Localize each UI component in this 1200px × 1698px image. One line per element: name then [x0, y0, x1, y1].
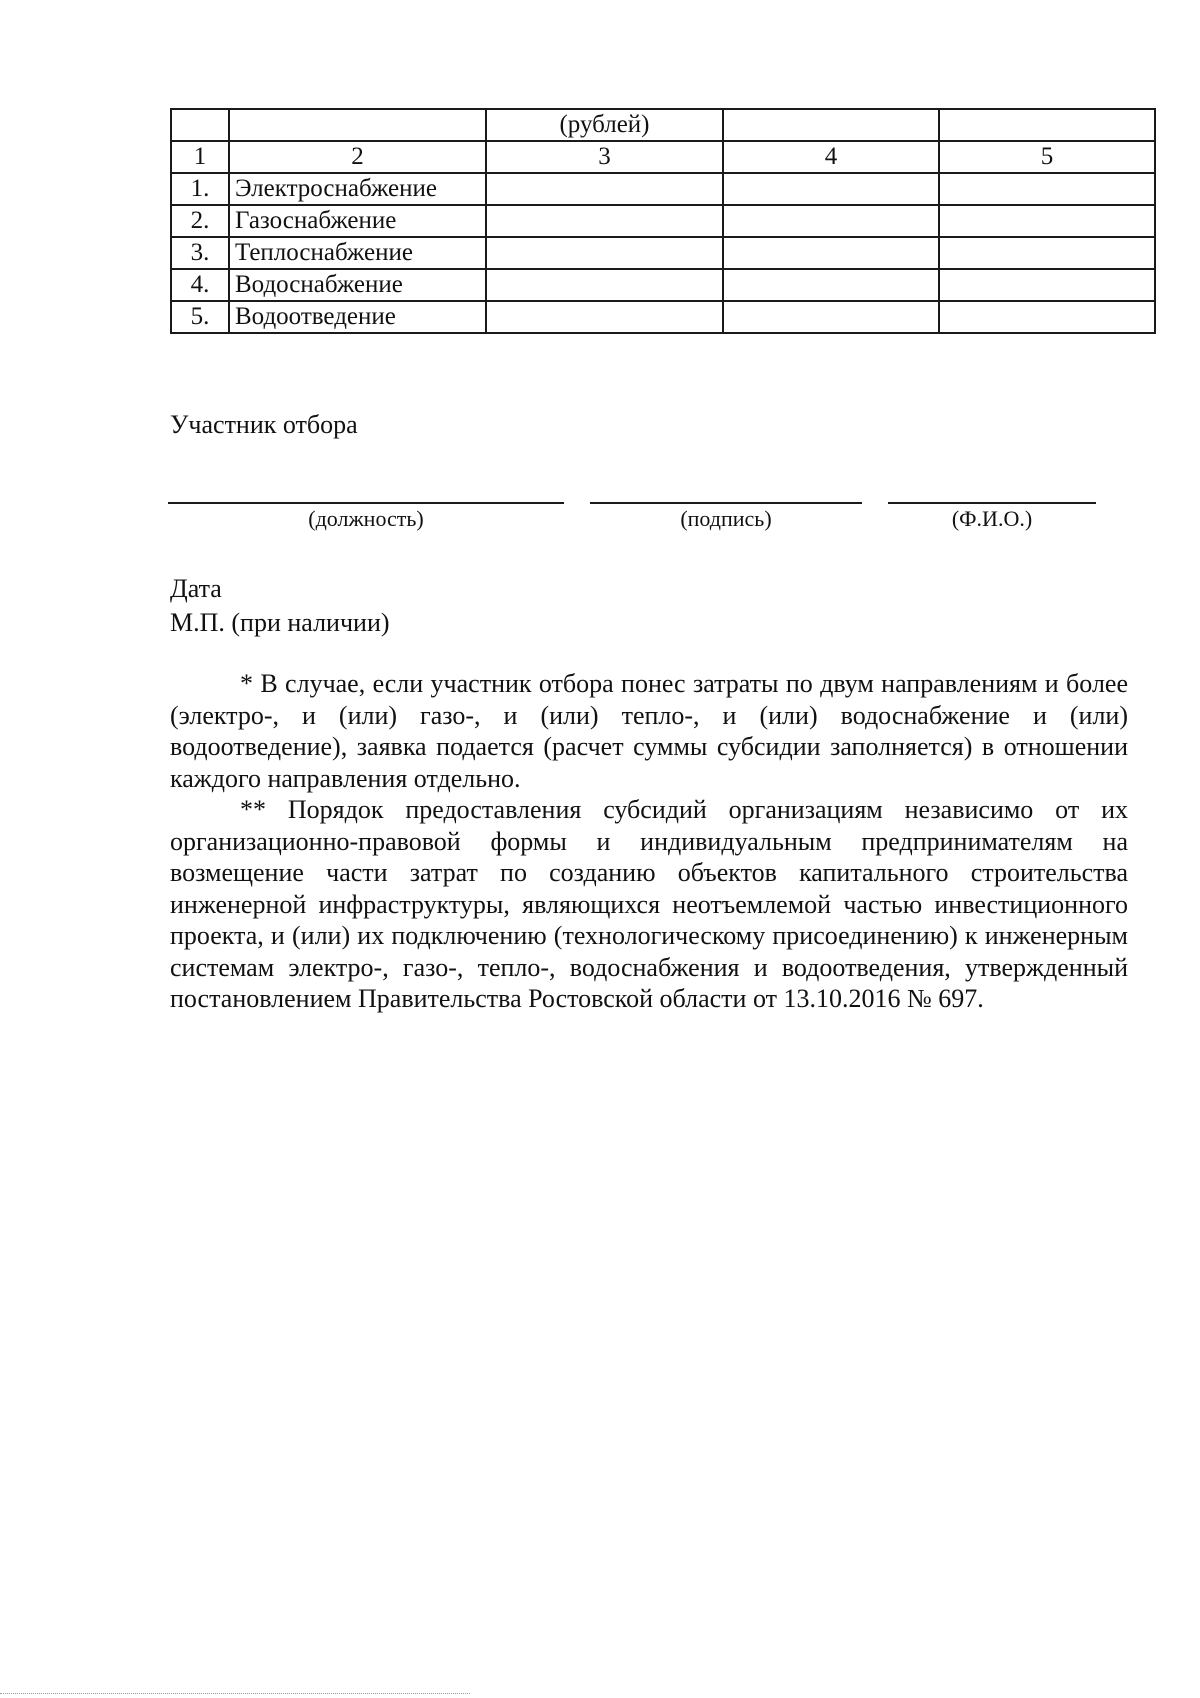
table-row	[171, 237, 1155, 269]
table-row	[171, 301, 1155, 333]
row-name: Теплоснабжение	[229, 237, 486, 269]
table-cell	[229, 109, 486, 141]
table-cell	[723, 237, 939, 269]
table-cell	[486, 205, 723, 237]
table-cell	[723, 173, 939, 205]
table-cell	[723, 109, 939, 141]
name-caption: (Ф.И.О.)	[951, 506, 1033, 531]
footnote-2: ** Порядок предоставления субсидий организациям независимо от их организационно-правовой формы и индивидуальным предпринимателям на возмещение части затрат по созданию объектов капитального строительства инженерной инфраструктуры, являющихся неотъемлемой частью инвестиционного проекта, и (или) их подключению (технологическому присоединению) к инженерным системам электро-, газо-, тепло-, водоснабжения и водоотведения, утвержденный постановлением Правительства Ростовской области от 13.10.2016 № 697.	[170, 795, 1128, 1013]
position-caption: (должность)	[308, 506, 424, 531]
table-cell	[486, 301, 723, 333]
table-cell	[486, 269, 723, 301]
table-header-row	[171, 109, 1155, 141]
signature-caption: (подпись)	[680, 506, 772, 531]
table-cell	[486, 237, 723, 269]
footnotes	[170, 668, 1128, 1015]
table-cell	[486, 173, 723, 205]
costs-table	[170, 108, 1156, 334]
stamp-label: М.П. (при наличии)	[170, 608, 390, 637]
position-signature-line	[168, 502, 564, 504]
row-name: Водоотведение	[229, 301, 486, 333]
name-signature-line	[888, 502, 1096, 504]
table-cell	[939, 237, 1155, 269]
table-cell	[939, 269, 1155, 301]
date-label: Дата	[170, 574, 222, 603]
column-number: 5	[939, 141, 1155, 173]
column-number: 3	[486, 141, 723, 173]
table-row	[171, 205, 1155, 237]
row-name: Газоснабжение	[229, 205, 486, 237]
table-row	[171, 269, 1155, 301]
table-cell	[723, 269, 939, 301]
row-name: Водоснабжение	[229, 269, 486, 301]
table-cell	[939, 109, 1155, 141]
row-number: 2.	[171, 205, 229, 237]
scan-edge-line	[0, 1693, 470, 1694]
participant-label: Участник отбора	[170, 410, 358, 439]
table-row	[171, 173, 1155, 205]
table-cell	[939, 301, 1155, 333]
row-name: Электроснабжение	[229, 173, 486, 205]
row-number: 4.	[171, 269, 229, 301]
table-number-row	[171, 141, 1155, 173]
table-cell	[939, 173, 1155, 205]
signature-line	[590, 502, 862, 504]
table-cell	[171, 109, 229, 141]
table-cell-currency: (рублей)	[486, 109, 723, 141]
row-number: 3.	[171, 237, 229, 269]
table-cell	[723, 301, 939, 333]
table-cell	[939, 205, 1155, 237]
row-number: 5.	[171, 301, 229, 333]
column-number: 4	[723, 141, 939, 173]
table-cell	[723, 205, 939, 237]
column-number: 2	[229, 141, 486, 173]
row-number: 1.	[171, 173, 229, 205]
footnote-1: * В случае, если участник отбора понес затраты по двум направлениям и более (электро-, и (или) газо-, и (или) тепло-, и (или) водоснабжение и (или) водоотведение), заявка подается (расчет суммы субсидии заполняется) в отношении каждого направления отдельно.	[170, 669, 1128, 793]
column-number: 1	[171, 141, 229, 173]
